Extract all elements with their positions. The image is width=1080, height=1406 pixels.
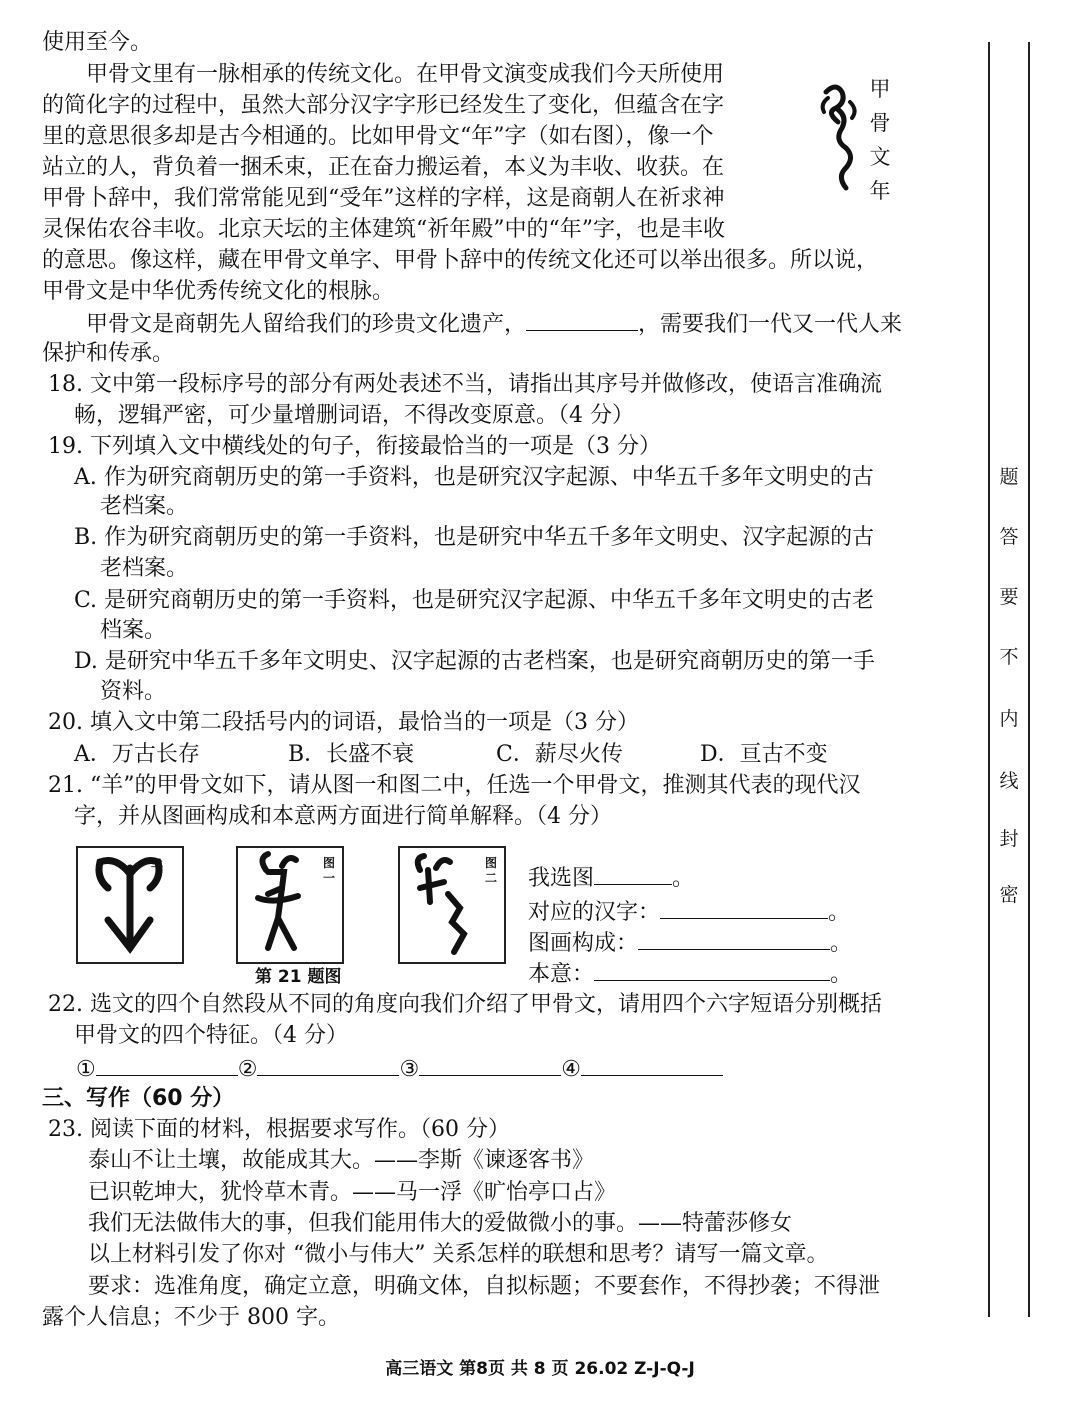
question-23: 23. 阅读下面的材料，根据要求写作。（60 分） <box>48 1117 510 1142</box>
question-21-cont: 字，并从图画构成和本意两方面进行简单解释。（4 分） <box>74 804 612 829</box>
answer-blank[interactable] <box>526 308 638 331</box>
question-18-cont: 畅，逻辑严密，可少量增删词语，不得改变原意。（4 分） <box>74 403 634 428</box>
q21-char-blank[interactable] <box>660 896 828 919</box>
passage-line-with-blank <box>86 308 902 340</box>
figure-1-box[interactable]: 图 一 <box>236 846 344 964</box>
q21-meaning-blank[interactable] <box>594 958 830 981</box>
q22-blank-2[interactable] <box>257 1053 399 1076</box>
question-22: 22. 选文的四个自然段从不同的角度向我们介绍了甲骨文，请用四个六字短语分别概括 <box>48 992 882 1017</box>
passage-line: 的简化字的过程中，虽然大部分汉字字形已经发生了变化，但蕴含在字 <box>42 93 725 118</box>
q22-blank-3[interactable] <box>419 1053 561 1076</box>
oracle-nian-glyph-icon <box>816 78 862 194</box>
q22-answer-row: ① ② ③ ④ <box>76 1053 723 1085</box>
passage-line: 的意思。像这样，藏在甲骨文单字、甲骨卜辞中的传统文化还可以举出很多。所以说， <box>42 248 879 273</box>
option-19-D-cont: 资料。 <box>100 679 167 704</box>
question-20: 20. 填入文中第二段括号内的词语，最恰当的一项是（3 分） <box>48 710 639 735</box>
option-19-D[interactable]: D. 是研究中华五千多年文明史、汉字起源的古老档案，也是研究商朝历史的第一手 <box>74 649 875 674</box>
figure-2-box[interactable]: 图 二 <box>398 846 506 964</box>
question-18: 18. 文中第一段标序号的部分有两处表述不当，请指出其序号并做修改，使语言准确流 <box>48 372 882 397</box>
option-20-D[interactable]: D．亘古不变 <box>700 742 828 767</box>
figure-yang-box: 羊 <box>76 846 184 964</box>
passage-line: 甲骨卜辞中，我们常常能见到“受年”这样的字样，这是商朝人在祈求神 <box>42 186 725 211</box>
passage-line: 灵保佑农谷丰收。北京天坛的主体建筑“祈年殿”中的“年”字，也是丰收 <box>42 217 725 242</box>
passage-line: 甲骨文里有一脉相承的传统文化。在甲骨文演变成我们今天所使用 <box>86 62 725 87</box>
passage-text: 甲骨文是商朝先人留给我们的珍贵文化遗产， <box>86 312 527 337</box>
figure-caption: 第 21 题图 <box>255 967 342 987</box>
q21-char-row: 对应的汉字： 。 <box>528 896 850 928</box>
passage-line: 保护和传承。 <box>42 341 175 366</box>
question-19: 19. 下列填入文中横线处的句子，衔接最恰当的一项是（3 分） <box>48 434 661 459</box>
option-19-C[interactable]: C. 是研究商朝历史的第一手资料，也是研究汉字起源、中华五千多年文明史的古老 <box>74 588 875 613</box>
passage-line: 甲骨文是中华优秀传统文化的根脉。 <box>42 279 395 304</box>
binding-line-left <box>988 42 990 1317</box>
option-20-B[interactable]: B．长盛不衰 <box>288 742 415 767</box>
writing-requirements-cont: 露个人信息；不少于 800 字。 <box>42 1305 340 1330</box>
q21-compose-row: 图画构成： 。 <box>528 927 852 959</box>
page-footer: 高三语文 第8页 共 8 页 26.02 Z-J-Q-J <box>385 1359 695 1379</box>
oracle-figure-1-glyph-icon <box>238 848 342 962</box>
passage-line: 里的意思很多却是古今相通的。比如甲骨文“年”字（如右图），像一个 <box>42 124 714 149</box>
q21-compose-blank[interactable] <box>638 927 830 950</box>
q21-choose-blank[interactable] <box>594 862 672 885</box>
passage-line: 使用至今。 <box>42 30 153 55</box>
writing-prompt: 以上材料引发了你对 “微小与伟大” 关系怎样的联想和思考？请写一篇文章。 <box>88 1242 829 1267</box>
question-21: 21. “羊”的甲骨文如下，请从图一和图二中，任选一个甲骨文，推测其代表的现代汉 <box>48 773 861 798</box>
figure-label-vertical: 甲 骨 文 年 <box>869 77 891 203</box>
quote-2: 已识乾坤大，犹怜草木青。——马一浮《旷怡亭口占》 <box>88 1180 617 1205</box>
option-19-A-cont: 老档案。 <box>100 494 189 519</box>
quote-3: 我们无法做伟大的事，但我们能用伟大的爱做微小的事。——特蕾莎修女 <box>88 1211 793 1236</box>
option-20-C[interactable]: C．薪尽火传 <box>496 742 623 767</box>
section-title-writing: 三、写作（60 分） <box>42 1086 235 1111</box>
oracle-yang-glyph-icon <box>78 848 182 962</box>
passage-text: ，需要我们一代又一代人来 <box>638 312 903 337</box>
question-22-cont: 甲骨文的四个特征。（4 分） <box>74 1023 348 1048</box>
passage-line: 站立的人，背负着一捆禾束，正在奋力搬运着，本义为丰收、收获。在 <box>42 155 725 180</box>
quote-1: 泰山不让土壤，故能成其大。——李斯《谏逐客书》 <box>88 1148 595 1173</box>
q21-choose-row: 我选图 。 <box>528 862 694 894</box>
q22-blank-4[interactable] <box>581 1053 723 1076</box>
option-20-A[interactable]: A．万古长存 <box>74 742 200 767</box>
q21-meaning-row: 本意： 。 <box>528 958 852 990</box>
option-19-B[interactable]: B. 作为研究商朝历史的第一手资料，也是研究中华五千多年文明史、汉字起源的古 <box>74 525 875 550</box>
oracle-figure-2-glyph-icon <box>400 848 504 962</box>
binding-line-right <box>1028 42 1030 1317</box>
option-19-C-cont: 档案。 <box>100 618 167 643</box>
writing-requirements: 要求：选准角度，确定立意，明确文体，自拟标题；不要套作，不得抄袭；不得泄 <box>88 1274 881 1299</box>
option-19-B-cont: 老档案。 <box>100 556 189 581</box>
option-19-A[interactable]: A. 作为研究商朝历史的第一手资料，也是研究汉字起源、中华五千多年文明史的古 <box>74 465 874 490</box>
exam-page: 使用至今。 甲骨文里有一脉相承的传统文化。在甲骨文演变成我们今天所使用 的简化字的过程中，虽然大部分汉字字形已经发生了变化，但蕴含在字 里的意思很多却是古今相通的。比如甲骨文“年”字（如右图），像一个 站立的人，背负着一捆禾束，正在奋力搬运着，本义为丰收、收获。在 甲骨卜辞中，我们常常能见到“受年”这样的字样，这是商朝人在祈求神 灵保佑农谷丰收。北京天坛的主体建筑“祈年殿”中的“年”字，也是丰收 的意思。像这样，藏在甲骨文单字、甲骨卜辞中的传统文化还可以举出很多。所以说， 甲骨文是中华优秀传统文化的根脉。 甲骨文是商朝先人留给我们的珍贵文化遗产， ，需要我们一代又一代人来 保护和传承。 甲 骨 文 年 18. 文中第一段标序号的部分有两处表述不当，请指出其序号并做修改，使语言准确流 畅，逻辑严密，可少量增删词语，不得改变原意。（4 分） 19. 下列填入文中横线处的句子，衔接最恰当的一项是（3 分） A. 作为研究商朝历史的第一手资料，也是研究汉字起源、中华五千多年文明史的古 老档案。 B. 作为研究商朝历史的第一手资料，也是研究中华五千多年文明史、汉字起源的古 老档案。 C. 是研究商朝历史的第一手资料，也是研究汉字起源、中华五千多年文明史的古老 档案。 D. 是研究中华五千多年文明史、汉字起源的古老档案，也是研究商朝历史的第一手 资料。 20. 填入文中第二段括号内的词语，最恰当的一项是（3 分） A．万古长存 B．长盛不衰 C．薪尽火传 D．亘古不变 21. “羊”的甲骨文如下，请从图一和图二中，任选一个甲骨文，推测其代表的现代汉 字，并从图画构成和本意两方面进行简单解释。（4 分） 羊 图 一 图 二 第 21 题图 我选图 。 对应的汉字： 。 图画构成： 。 本意： 。 22. 选文的四个自然段从不同的角度向我们介绍了甲骨文，请用四个六字短语分别概括 甲骨文的四个特征。（4 分） ① ② ③ ④ 三、写作（60 分） 23. 阅读下面的材料，根据要求写作。（60 分） 泰山不让土壤，故能成其大。——李斯《谏逐客书》 已识乾坤大，犹怜草木青。——马一浮《旷怡亭口占》 我们无法做伟大的事，但我们能用伟大的爱做微小的事。——特蕾莎修女 以上材料引发了你对 “微小与伟大” 关系怎样的联想和思考？请写一篇文章。 要求：选准角度，确定立意，明确文体，自拟标题；不要套作，不得抄袭；不得泄 露个人信息；不少于 800 字。 密 封 线 内 不 要 答 题 高三语文 第8页 共 8 页 26.02 Z-J-Q-J <box>0 0 1080 1406</box>
q22-blank-1[interactable] <box>96 1053 238 1076</box>
